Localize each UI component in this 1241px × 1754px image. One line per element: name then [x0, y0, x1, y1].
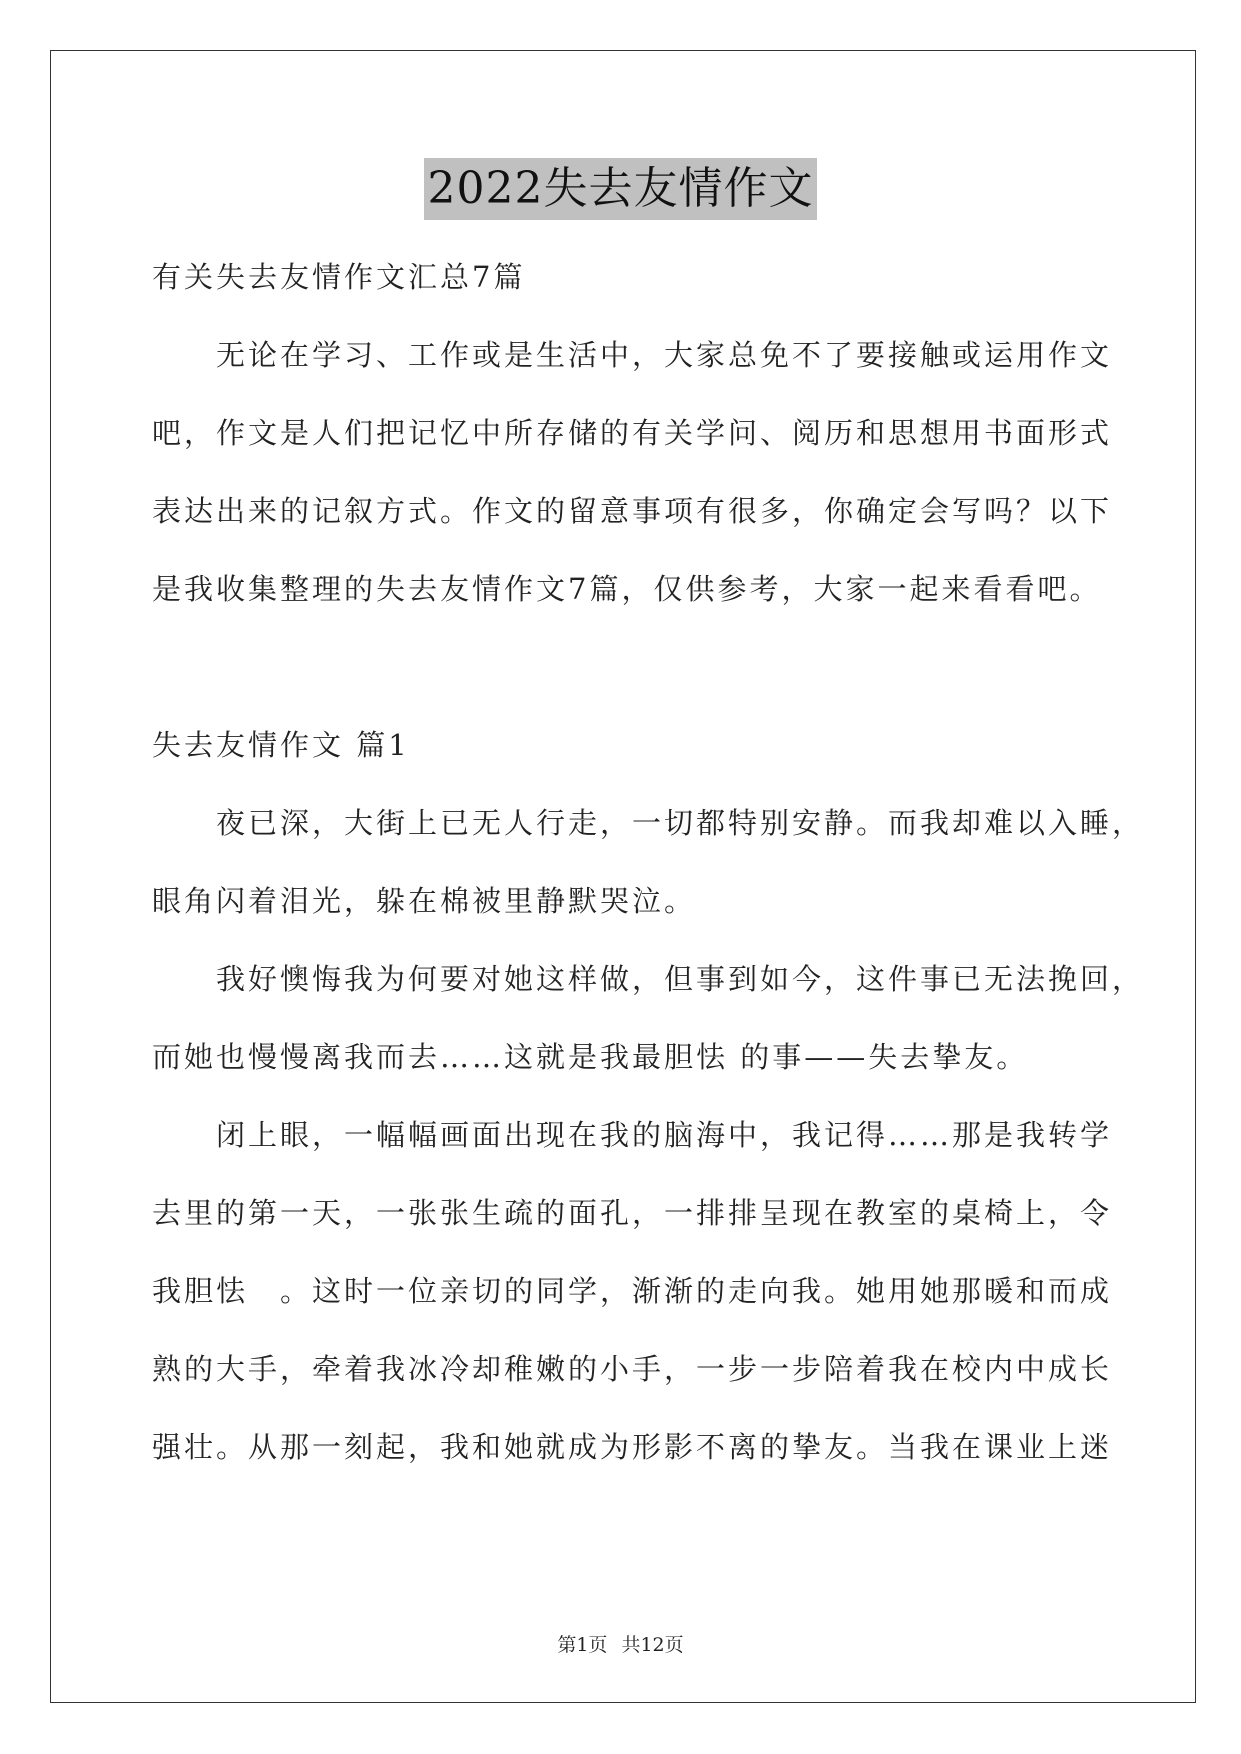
blank-line [152, 628, 1096, 706]
subtitle: 有关失去友情作文汇总7篇 [152, 260, 526, 294]
paragraph-line: 我胆怯 。这时一位亲切的同学，渐渐的走向我。她用她那暖和而成 [152, 1274, 1113, 1308]
document-title: 2022失去友情作文 [424, 158, 818, 220]
paragraph-line: 强壮。从那一刻起，我和她就成为形影不离的挚友。当我在课业上迷 [152, 1430, 1113, 1464]
page-number: 第1页 [557, 1634, 608, 1656]
page-total: 共12页 [621, 1634, 684, 1656]
intro-line: 表达出来的记叙方式。作文的留意事项有很多，你确定会写吗？以下 [152, 494, 1113, 528]
paragraph-line: 眼角闪着泪光，躲在棉被里静默哭泣。 [152, 884, 697, 918]
document-body [152, 238, 1145, 1486]
section-heading: 失去友情作文 篇1 [152, 728, 410, 762]
intro-line: 是我收集整理的失去友情作文7篇，仅供参考，大家一起来看看吧。 [152, 572, 1102, 606]
paragraph-line: 熟的大手，牵着我冰冷却稚嫩的小手，一步一步陪着我在校内中成长 [152, 1352, 1113, 1386]
paragraph-line: 我好懊悔我为何要对她这样做，但事到如今，这件事已无法挽回， [216, 962, 1145, 996]
paragraph-line: 而她也慢慢离我而去……这就是我最胆怯 的事——失去挚友。 [152, 1040, 1029, 1074]
title-wrap [0, 158, 1241, 220]
paragraph-line: 去里的第一天，一张张生疏的面孔，一排排呈现在教室的桌椅上，令 [152, 1196, 1113, 1230]
paragraph-line: 夜已深，大街上已无人行走，一切都特别安静。而我却难以入睡， [216, 806, 1145, 840]
paragraph-line: 闭上眼，一幅幅画面出现在我的脑海中，我记得……那是我转学 [216, 1118, 1113, 1152]
intro-line: 吧，作文是人们把记忆中所存储的有关学问、阅历和思想用书面形式 [152, 416, 1113, 450]
intro-line: 无论在学习、工作或是生活中，大家总免不了要接触或运用作文 [216, 338, 1113, 372]
page-footer [0, 1630, 1241, 1657]
